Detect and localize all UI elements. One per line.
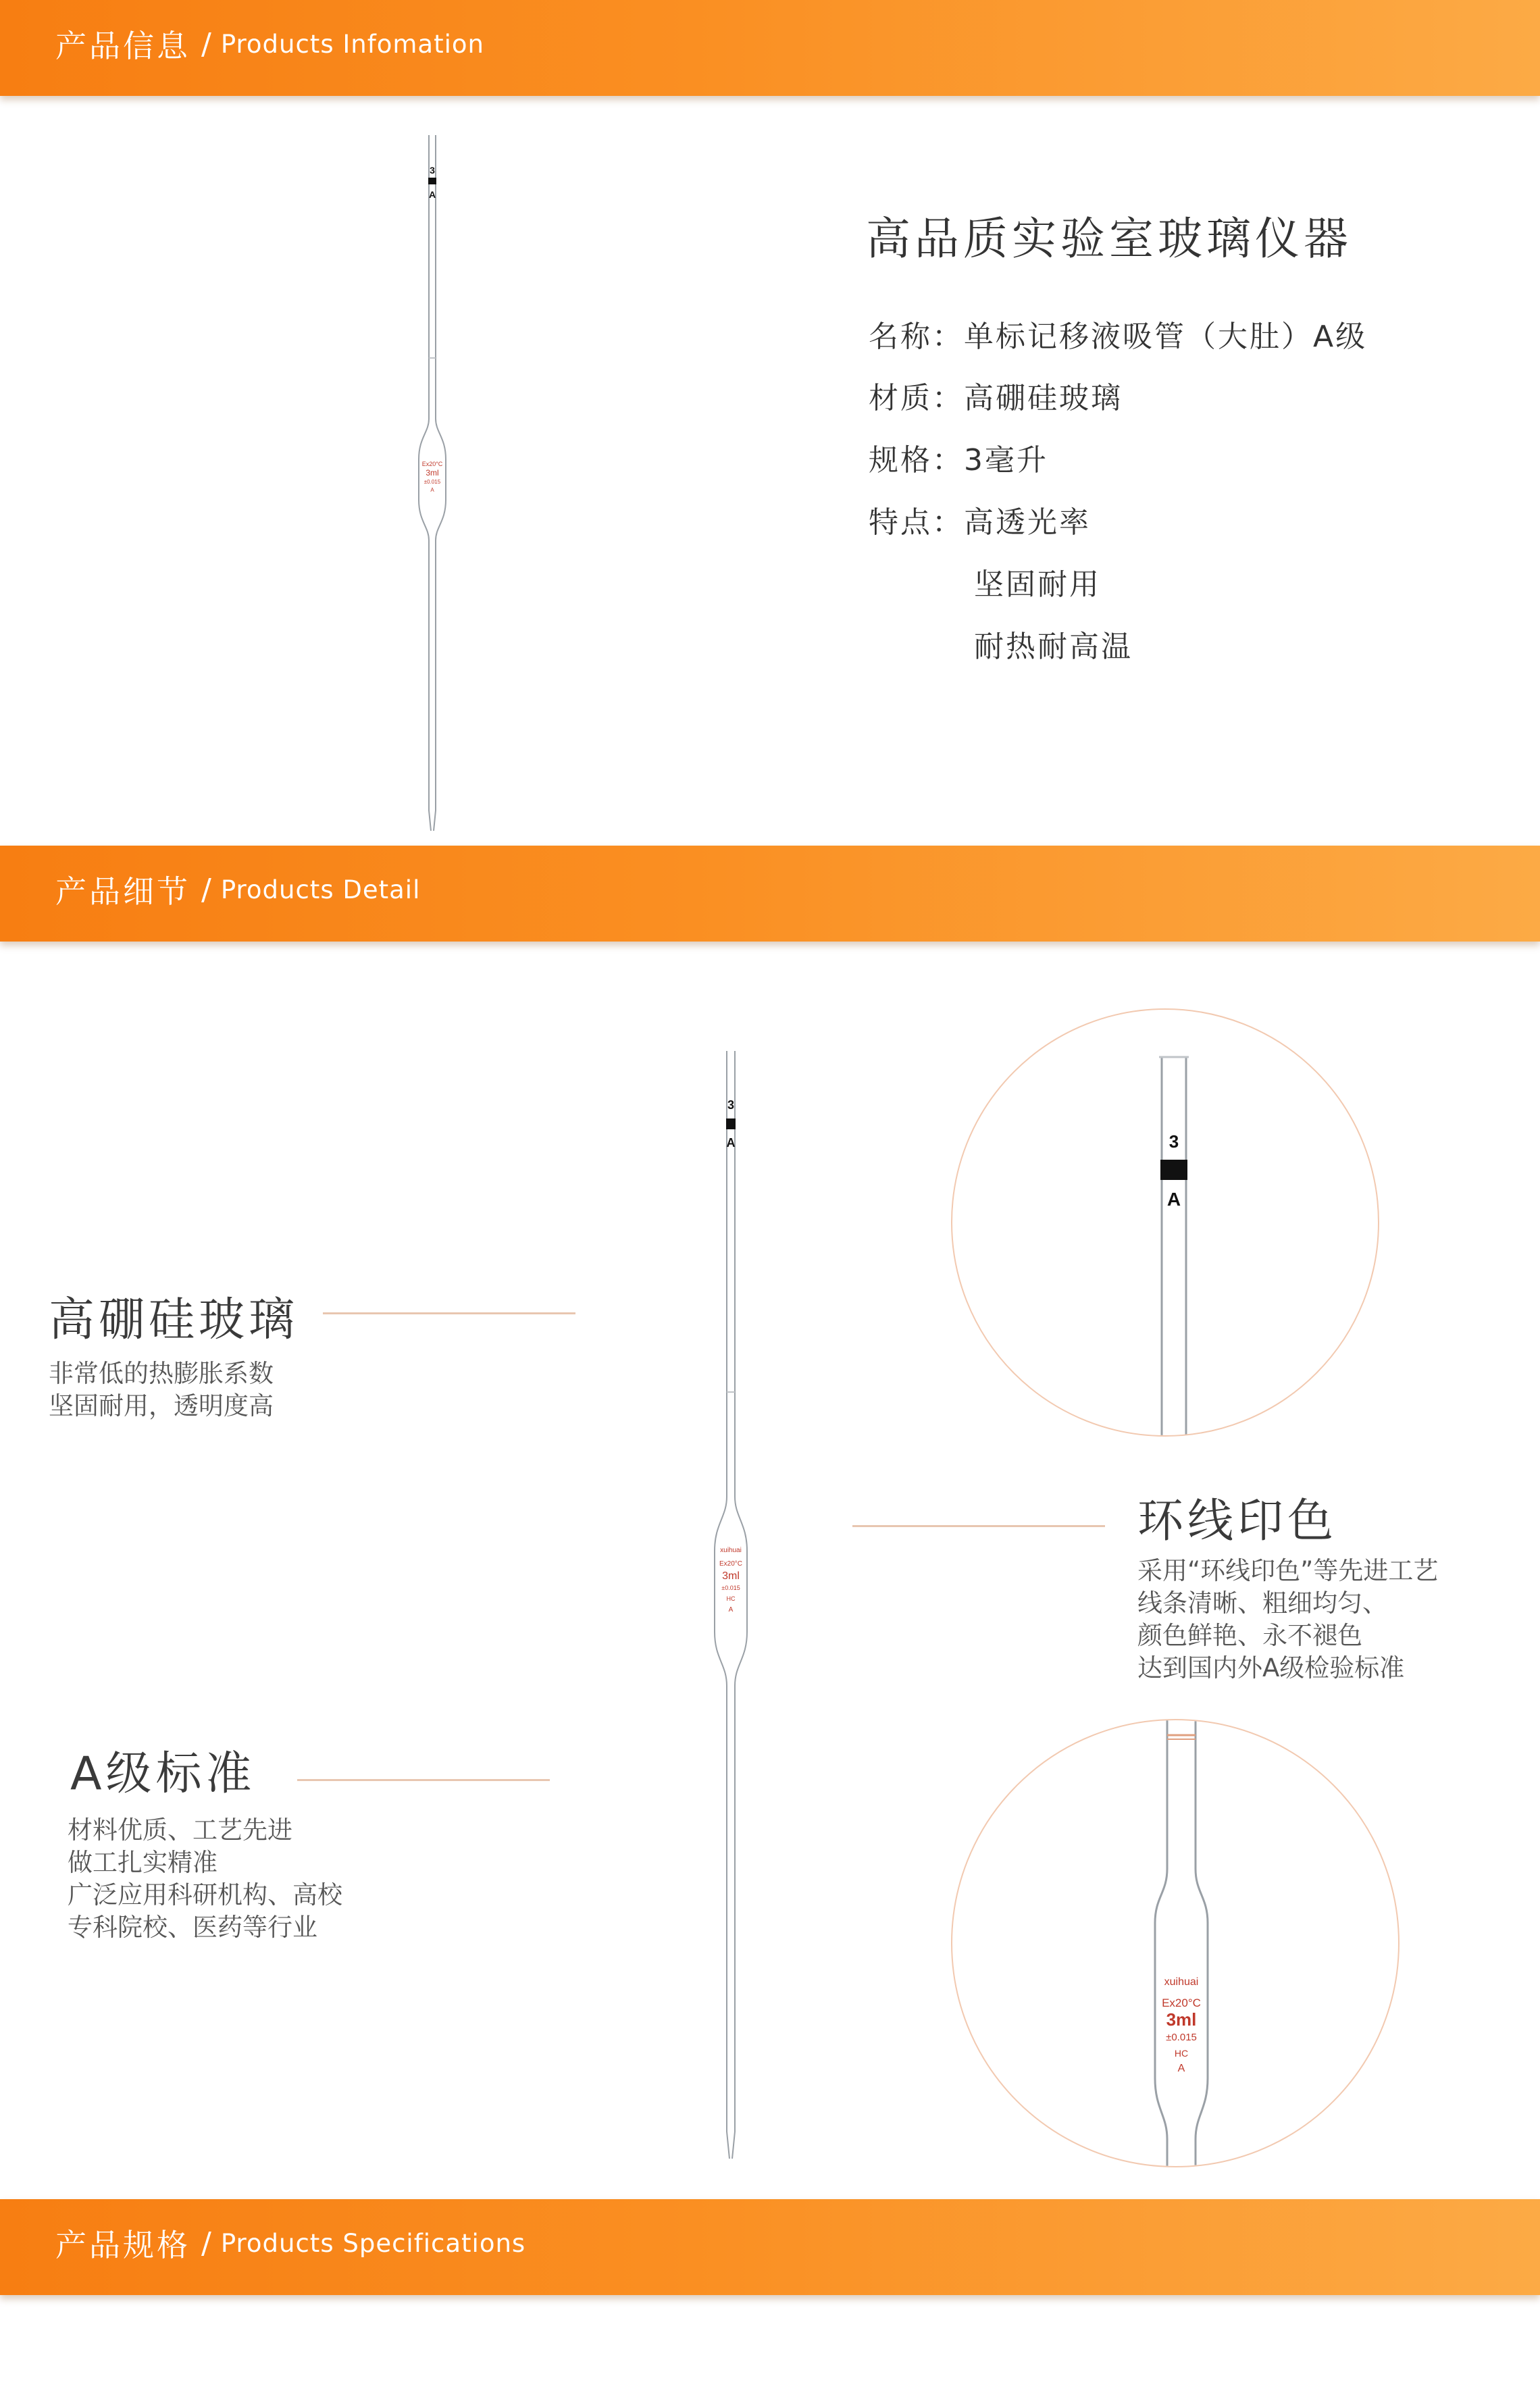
- zoom-grade-print: A: [1177, 2063, 1185, 2074]
- zoom-brand: xuihuai: [1164, 1976, 1199, 1988]
- feature-grade-line: 广泛应用科研机构、高校: [68, 1880, 342, 1909]
- pipette-temp: Ex20°C: [719, 1560, 743, 1568]
- zoom-logo: HC: [1174, 2048, 1189, 2059]
- feature-printing-line: 颜色鲜艳、永不褪色: [1137, 1621, 1362, 1650]
- pipette-grade-mark: A: [428, 189, 436, 200]
- product-heading: 高品质实验室玻璃仪器: [866, 213, 1352, 265]
- pipette-tolerance: ±0.015: [424, 479, 441, 485]
- feature-glass-line: 坚固耐用，透明度高: [49, 1391, 274, 1420]
- feature-printing-line: 采用“环线印色”等先进工艺: [1137, 1556, 1439, 1585]
- zoom-bulb-drawing: [952, 1720, 1398, 2166]
- pipette-brand: xuihuai: [720, 1547, 742, 1554]
- feature-grade-divider: [297, 1779, 550, 1781]
- feature-printing-line: 达到国内外A级检验标准: [1137, 1653, 1405, 1682]
- zoom-grade-mark: A: [1166, 1189, 1181, 1210]
- banner-title-en: Products Infomation: [220, 29, 484, 59]
- banner-products-information: [0, 0, 1540, 96]
- feature-glass-divider: [323, 1312, 575, 1314]
- banner-title-zh: 产品规格: [55, 2227, 190, 2263]
- zoom-tolerance: ±0.015: [1166, 2032, 1197, 2043]
- feature-printing-line: 线条清晰、粗细均匀、: [1137, 1589, 1387, 1618]
- feature-printing-desc: [1137, 1555, 1438, 1684]
- spec-feature-heat: 耐热耐高温: [974, 629, 1133, 664]
- feature-glass-line: 非常低的热膨胀系数: [49, 1359, 274, 1388]
- zoom-temp: Ex20°C: [1162, 1997, 1201, 2009]
- feature-grade-line: 专科院校、医药等行业: [68, 1913, 317, 1942]
- banner-products-detail: [0, 846, 1540, 942]
- zoom-top-mark-drawing: [952, 1010, 1378, 1435]
- feature-grade-line: 材料优质、工艺先进: [68, 1816, 292, 1845]
- banner-slash: /: [201, 2225, 211, 2261]
- spec-volume: 规格：3毫升: [869, 443, 1048, 478]
- banner-title-zh: 产品信息: [55, 28, 190, 64]
- spec-feature-durable: 坚固耐用: [974, 567, 1101, 602]
- pipette-detail-image: [697, 1051, 765, 2159]
- pipette-volume: 3ml: [426, 468, 439, 478]
- spec-features: 特点：高透光率: [869, 505, 1091, 540]
- feature-grade-desc: [68, 1814, 342, 1944]
- pipette-grade-mark: A: [726, 1136, 736, 1150]
- feature-printing-title: 环线印色: [1137, 1495, 1338, 1548]
- zoom-circle-top-mark: [951, 1008, 1379, 1437]
- banner-slash: /: [201, 26, 211, 61]
- spec-name: 名称：单标记移液吸管（大肚）A级: [869, 319, 1368, 354]
- pipette-tolerance: ±0.015: [721, 1585, 740, 1591]
- spec-material: 材质：高硼硅玻璃: [869, 381, 1123, 415]
- banner-title-en: Products Specifications: [220, 2228, 526, 2258]
- banner-slash: /: [201, 872, 211, 907]
- banner-products-specifications: [0, 2199, 1540, 2295]
- zoom-circle-bulb: [951, 1719, 1400, 2167]
- pipette-volume-mark: 3: [727, 1098, 735, 1112]
- feature-printing-divider: [852, 1525, 1105, 1527]
- feature-glass-desc: [49, 1358, 274, 1422]
- banner-title-en: Products Detail: [220, 875, 421, 904]
- pipette-volume: 3ml: [722, 1570, 740, 1582]
- pipette-volume-mark: 3: [430, 165, 435, 176]
- feature-grade-title: A级标准: [70, 1747, 256, 1801]
- zoom-volume-mark: 3: [1169, 1131, 1179, 1152]
- pipette-product-image: [399, 135, 466, 831]
- zoom-volume: 3ml: [1166, 2009, 1197, 2030]
- pipette-logo: HC: [726, 1595, 736, 1602]
- pipette-grade-print: A: [728, 1606, 734, 1614]
- feature-grade-line: 做工扎实精准: [68, 1848, 217, 1877]
- pipette-temp: Ex20°C: [421, 461, 443, 467]
- banner-title-zh: 产品细节: [55, 873, 190, 910]
- feature-glass-title: 高硼硅玻璃: [49, 1293, 299, 1347]
- pipette-grade-print: A: [430, 487, 434, 493]
